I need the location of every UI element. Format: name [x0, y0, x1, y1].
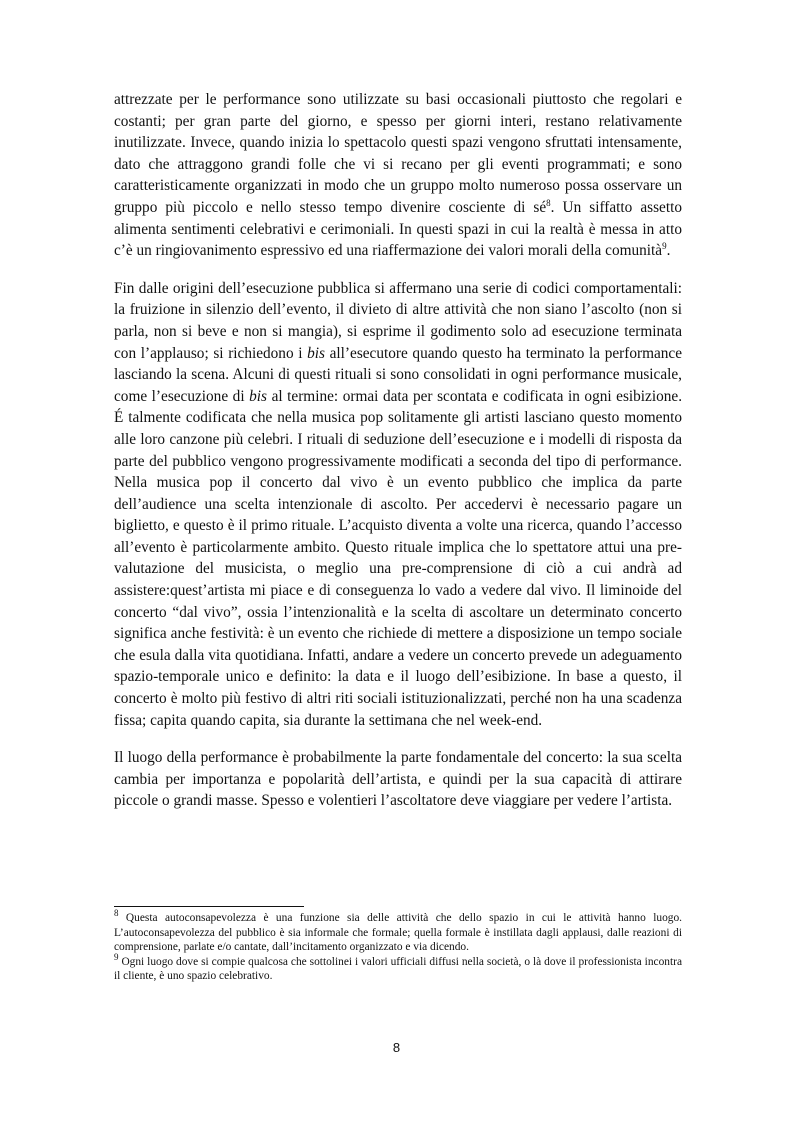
- footnote-9: [114, 951, 682, 984]
- text-run: Il luogo della performance è probabilmente la parte fondamentale del concerto: la sua scelta cambia per importanza e popolarità dell’artista, e quindi per la sua capacità di attirare piccole o grandi masse. Spesso e volentieri l’ascoltatore deve viaggiare per vedere l’artista.: [114, 749, 682, 810]
- footnote-text: Ogni luogo dove si compie qualcosa che sottolinei i valori ufficiali diffusi nella società, o là dove il professionista incontra il cliente, è uno spazio celebrativo.: [114, 955, 682, 982]
- page-number: 8: [392, 1040, 401, 1055]
- italic-term: bis: [307, 344, 325, 362]
- footnote-marker: 8: [114, 908, 119, 919]
- paragraph-3: [114, 747, 682, 812]
- text-run: attrezzate per le performance sono utilizzate su basi occasionali piuttosto che regolari e costanti; per gran parte del giorno, e spesso per giorni interi, restano relativamente inutilizzate. Invece, quando inizia lo spettacolo questi spazi vengono sfruttati intensamente, dato che attraggono grandi folle che vi si recano per gli eventi programmati; e sono caratteristicamente organizzati in modo che un gruppo molto numeroso possa osservare un gruppo più piccolo e nello stesso tempo divenire cosciente di sé: [114, 91, 682, 216]
- footnotes: [114, 906, 682, 984]
- text-run: . Un siffatto assetto alimenta sentimenti celebrativi e cerimoniali. In questi spazi in cui la realtà è messa in atto c’è un ringiovanimento espressivo ed una riaffermazione dei valori morali della comunità: [114, 198, 682, 260]
- text-run: Fin dalle origini dell’esecuzione pubblica si affermano una serie di codici comportamentali: la fruizione in silenzio dell’evento, il divieto di altre attività che non siano l’ascolto (non si parla, non si beve e non si mangia), si esprime il godimento solo ad esecuzione terminata con l’applauso; si richiedono i: [114, 279, 682, 362]
- footnote-marker: 9: [114, 951, 119, 962]
- italic-term: bis: [249, 387, 268, 405]
- footnote-8: [114, 908, 682, 955]
- footnote-separator: [114, 906, 304, 907]
- paragraph-1: [114, 89, 682, 262]
- footnote-text: Questa autoconsapevolezza è una funzione sia delle attività che dello spazio in cui le attività hanno luogo. L’autoconsapevolezza del pubblico è sia informale che formale; quella formale è instillata dagli applausi, dalle reazioni di comprensione, parlate e/o cantate, dall’incitamento organizzato e via dicendo.: [114, 912, 682, 953]
- footnote-ref-9[interactable]: 9: [662, 241, 667, 252]
- text-run: .: [666, 242, 671, 260]
- footnote-ref-8[interactable]: 8: [546, 197, 551, 208]
- text-run: all’esecutore quando questo ha terminato la performance lasciando la scena. Alcuni di questi rituali si sono consolidati in ogni performance musicale, come l’esecuzione di: [114, 344, 682, 405]
- body-text: [114, 89, 682, 828]
- paragraph-2: [114, 278, 682, 731]
- text-run: al termine: ormai data per scontata e codificata in ogni esibizione. É talmente codificata che nella musica pop solitamente gli artisti lasciano questo momento alle loro canzone più celebri. I rituali di seduzione dell’esecuzione e i modelli di risposta da parte del pubblico vengono progressivamente modificati a seconda del tipo di performance. Nella musica pop il concerto dal vivo è un evento pubblico che implica da parte dell’audience una scelta intenzionale di ascolto. Per accedervi è necessario pagare un biglietto, e questo è il primo rituale. L’acquisto diventa a volte una ricerca, quando l’accesso all’evento è particolarmente ambito. Questo rituale implica che lo spettatore attui una pre-valutazione del musicista, o meglio una pre-comprensione di ciò a cui andrà ad assistere:quest’artista mi piace e di conseguenza lo vado a vedere dal vivo. Il liminoide del concerto “dal vivo”, ossia l’intenzionalità e la scelta di ascoltare un determinato concerto significa anche festività: è un evento che richiede di mettere a disposizione un tempo sociale che esula dalla vita quotidiana. Infatti, andare a vedere un concerto prevede un adeguamento spazio-temporale unico e definito: la data e il luogo dell’esibizione. In base a questo, il concerto è molto più festivo di altri riti sociali istituzionalizzati, perché non ha una scadenza fissa; capita quando capita, sia durante la settimana che nel week-end.: [114, 387, 683, 729]
